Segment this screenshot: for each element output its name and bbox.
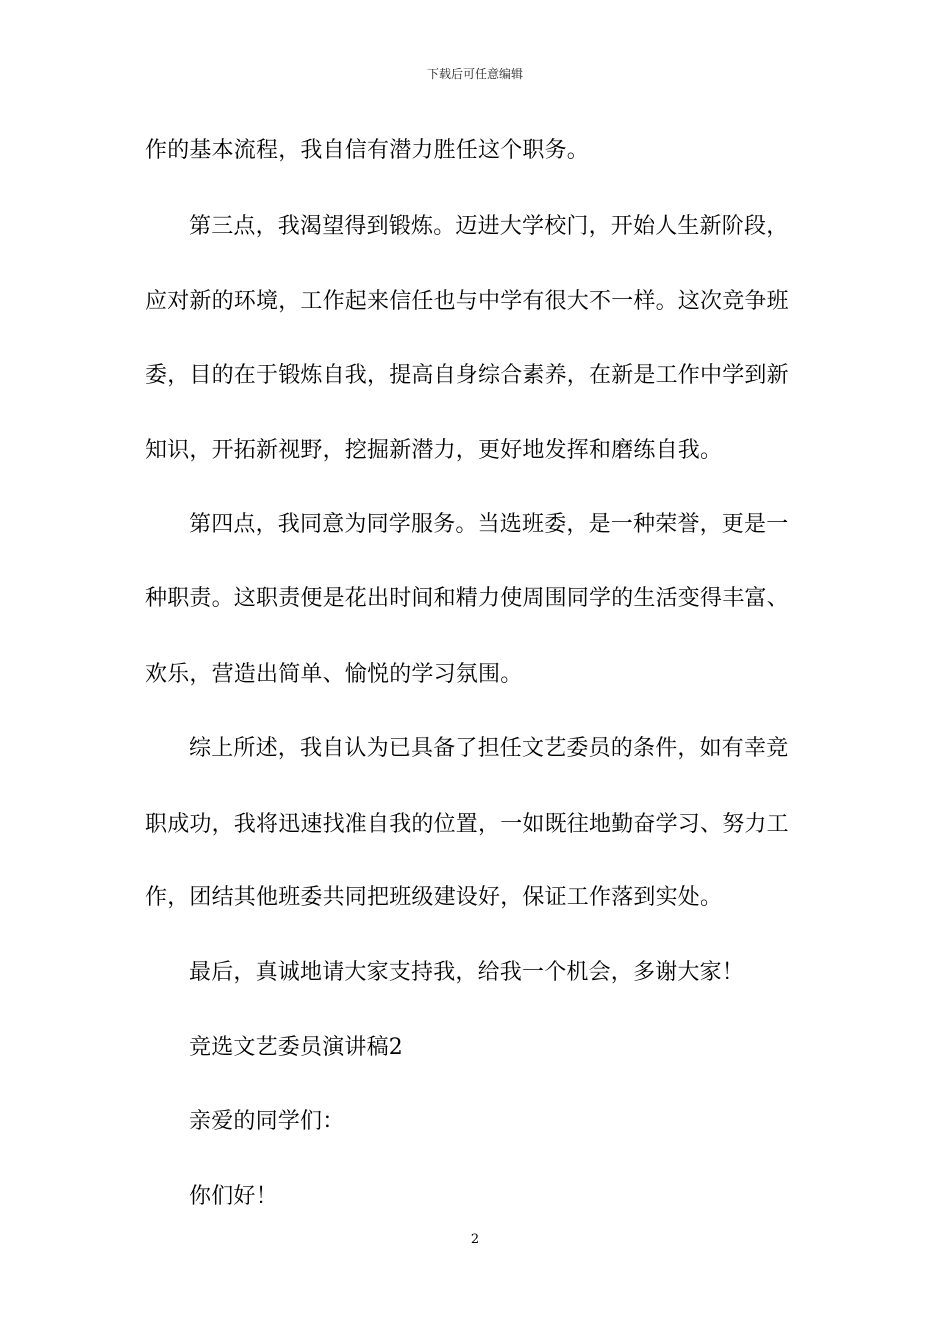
body-line: 种职责。这职责便是花出时间和精力使周围同学的生活变得丰富、 — [145, 586, 789, 611]
body-line: 职成功，我将迅速找准自我的位置，一如既往地勤奋学习、努力工 — [145, 812, 789, 837]
body-line: 最后，真诚地请大家支持我，给我一个机会，多谢大家！ — [189, 960, 745, 985]
body-line: 应对新的环境，工作起来信任也与中学有很大不一样。这次竞争班 — [145, 289, 789, 314]
section-title: 竞选文艺委员演讲稿2 — [189, 1035, 403, 1060]
greeting: 你们好！ — [189, 1184, 278, 1209]
page-number: 2 — [470, 1232, 480, 1247]
body-line: 第三点，我渴望得到锻炼。迈进大学校门，开始人生新阶段， — [189, 214, 789, 239]
body-line: 委，目的在于锻炼自我，提高自身综合素养，在新是工作中学到新 — [145, 363, 789, 388]
body-line: 欢乐，营造出简单、愉悦的学习氛围。 — [145, 662, 523, 687]
salutation: 亲爱的同学们： — [189, 1109, 345, 1134]
body-line: 知识，开拓新视野，挖掘新潜力，更好地发挥和磨练自我。 — [145, 438, 723, 463]
body-line: 作的基本流程，我自信有潜力胜任这个职务。 — [145, 138, 590, 163]
page-header: 下载后可任意编辑 — [426, 67, 523, 81]
body-line: 作，团结其他班委共同把班级建设好，保证工作落到实处。 — [145, 885, 723, 910]
body-line: 第四点，我同意为同学服务。当选班委，是一种荣誉，更是一 — [189, 512, 789, 537]
body-line: 综上所述，我自认为已具备了担任文艺委员的条件，如有幸竞 — [189, 736, 789, 761]
